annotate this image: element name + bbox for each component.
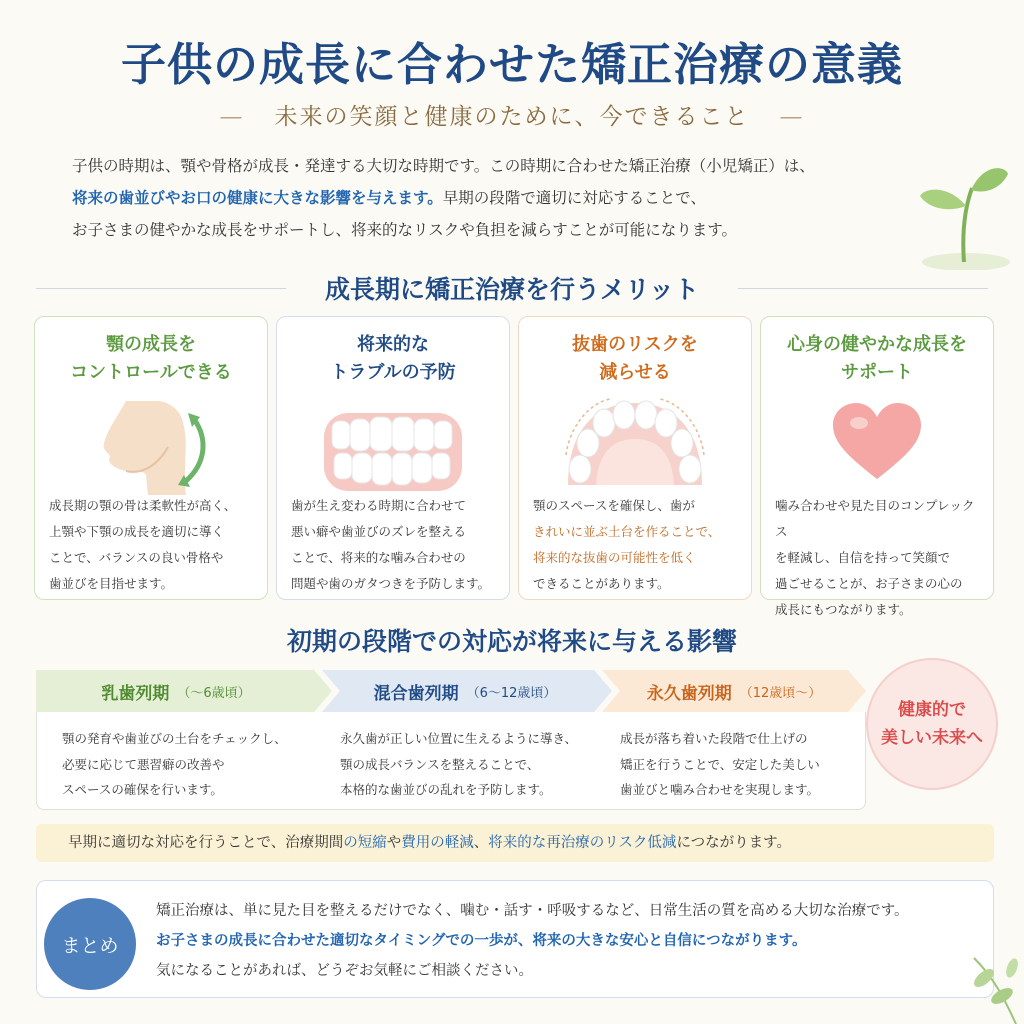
merit-card-extraction-risk	[518, 316, 752, 600]
heading-rule-right	[738, 288, 988, 289]
intro-line-2-rest: 早期の段階で適切に対応することで、	[442, 189, 706, 207]
note-text: につながります。	[676, 835, 791, 851]
phase-age: （〜6歳頃）	[177, 685, 251, 701]
merit-card-text	[291, 493, 501, 597]
phase-age: （6〜12歳頃）	[466, 685, 557, 701]
summary-line: 矯正治療は、単に見た目を整えるだけでなく、噛む・話す・呼吸するなど、日常生活の質を高める大切な治療です。	[156, 903, 909, 919]
merit-text-line: 成長期の顎の骨は柔軟性が高く、	[49, 498, 237, 513]
merit-card-text	[775, 493, 985, 623]
phase-label-primary	[36, 670, 316, 712]
merit-title-line-1: 将来的な	[357, 334, 429, 355]
summary-badge: まとめ	[44, 898, 136, 990]
phase-text-line: 永久歯が正しい位置に生えるように導き、	[340, 731, 578, 746]
phase-name: 混合歯列期	[373, 683, 459, 704]
healthy-future-circle	[866, 658, 998, 790]
phase-name: 乳歯列期	[101, 683, 170, 704]
summary-text	[156, 896, 986, 986]
intro-line-2	[72, 182, 952, 214]
merit-text-line: きれいに並ぶ土台を作ることで、	[533, 524, 721, 539]
phase-name: 永久歯列期	[646, 683, 732, 704]
phase-text-line: 成長が落ち着いた段階で仕上げの	[620, 731, 808, 746]
merit-card-text	[533, 493, 743, 597]
merit-text-line: できることがあります。	[533, 576, 670, 591]
dental-arch-icon	[560, 395, 710, 491]
phase-text-primary	[62, 726, 322, 803]
intro-highlight: 将来の歯並びやお口の健康に大きな影響を与えます。	[72, 189, 443, 207]
merit-card-title	[277, 331, 509, 387]
merits-heading: 成長期に矯正治療を行うメリット	[324, 275, 699, 304]
page-title: 子供の成長に合わせた矯正治療の意義	[120, 38, 903, 91]
merit-card-text	[49, 493, 259, 597]
phase-text-line: 本格的な歯並びの乱れを予防します。	[340, 782, 552, 797]
merit-text-line: ことで、バランスの良い骨格や	[49, 550, 224, 565]
intro-paragraph	[72, 150, 952, 246]
impact-heading: 初期の段階での対応が将来に与える影響	[286, 627, 737, 656]
merit-title-line-2: サポート	[841, 362, 913, 383]
sprout-icon	[914, 140, 1010, 270]
merit-text-line: 噛み合わせや見た目のコンプレックス	[775, 498, 975, 539]
merit-card-trouble-prevention	[276, 316, 510, 600]
summary-line: 気になることがあれば、どうぞお気軽にご相談ください。	[156, 963, 533, 979]
phase-text-line: 歯並びと噛み合わせを実現します。	[620, 782, 820, 797]
phase-text-line: 必要に応じて悪習癖の改善や	[62, 756, 225, 772]
phase-age: （12歳頃〜）	[739, 685, 822, 701]
intro-line-1: 子供の時期は、顎や骨格が成長・発達する大切な時期です。この時期に合わせた矯正治療（小児矯正）は、	[72, 157, 815, 175]
note-highlight: 将来的な再治療のリスク低減	[488, 835, 677, 851]
benefit-note	[36, 824, 994, 862]
leaf-decoration-icon	[954, 938, 1024, 1024]
page-subtitle	[0, 98, 1024, 131]
phase-text-mixed	[340, 726, 600, 803]
summary-highlight-line: お子さまの成長に合わせた適切なタイミングでの一歩が、将来の大きな安心と自信につながります。	[156, 933, 807, 949]
merit-title-line-1: 心身の健やかな成長を	[787, 334, 967, 355]
merit-card-title	[519, 331, 751, 387]
merit-text-line: 過ごせることが、お子さまの心の	[775, 576, 963, 591]
merit-text-line: 問題や歯のガタつきを予防します。	[291, 576, 491, 591]
merit-text-line: 上顎や下顎の成長を適切に導く	[49, 524, 225, 539]
merit-title-line-2: トラブルの予防	[330, 362, 456, 383]
merit-text-line: 悪い癖や歯並びのズレを整える	[291, 524, 467, 539]
future-line-2: 美しい未来へ	[881, 728, 983, 748]
merit-text-line: 歯並びを目指せます。	[49, 576, 174, 591]
heart-icon	[829, 399, 925, 483]
merit-text-line: 成長にもつながります。	[775, 602, 912, 617]
merit-title-line-1: 抜歯のリスクを	[572, 334, 698, 355]
note-highlight: 費用の軽減	[401, 835, 474, 851]
phase-text-permanent	[620, 726, 856, 803]
merit-text-line: を軽減し、自信を持って笑顔で	[775, 550, 951, 565]
merit-title-line-2: 減らせる	[599, 362, 671, 383]
phase-label-permanent	[614, 670, 854, 712]
merit-card-healthy-growth	[760, 316, 994, 617]
phase-label-mixed	[330, 670, 600, 712]
future-line-1: 健康的で	[898, 700, 966, 720]
merit-text-line: ことで、将来的な噛み合わせの	[291, 550, 466, 565]
subtitle-dash-left: —	[219, 104, 245, 130]
merit-title-line-2: コントロールできる	[70, 362, 232, 383]
intro-line-3: お子さまの健やかな成長をサポートし、将来的なリスクや負担を減らすことが可能になります。	[72, 221, 737, 239]
note-text: や	[386, 835, 402, 851]
note-text: 早期に適切な対応を行うことで、治療期間	[68, 835, 344, 851]
merit-card-title	[761, 331, 993, 387]
jaw-profile-icon	[86, 399, 216, 495]
merit-text-line: 歯が生え変わる時期に合わせて	[291, 498, 467, 513]
merit-card-title	[35, 331, 267, 387]
note-text: 、	[473, 835, 489, 851]
subtitle-text: 未来の笑顔と健康のために、今できること	[274, 104, 750, 130]
phase-text-line: 矯正を行うことで、安定した美しい	[620, 756, 820, 772]
merit-title-line-1: 顎の成長を	[106, 334, 196, 355]
phase-text-line: 顎の発育や歯並びの土台をチェックし、	[62, 731, 287, 746]
phase-text-line: スペースの確保を行います。	[62, 782, 223, 797]
phase-text-line: 顎の成長バランスを整えることで、	[340, 756, 540, 772]
merit-text-line: 顎のスペースを確保し、歯が	[533, 498, 695, 513]
subtitle-dash-right: —	[779, 104, 805, 130]
teeth-icon	[318, 407, 468, 497]
note-highlight: の短縮	[343, 835, 387, 851]
merit-text-line: 将来的な抜歯の可能性を低く	[533, 550, 696, 565]
merit-card-jaw-control	[34, 316, 268, 600]
